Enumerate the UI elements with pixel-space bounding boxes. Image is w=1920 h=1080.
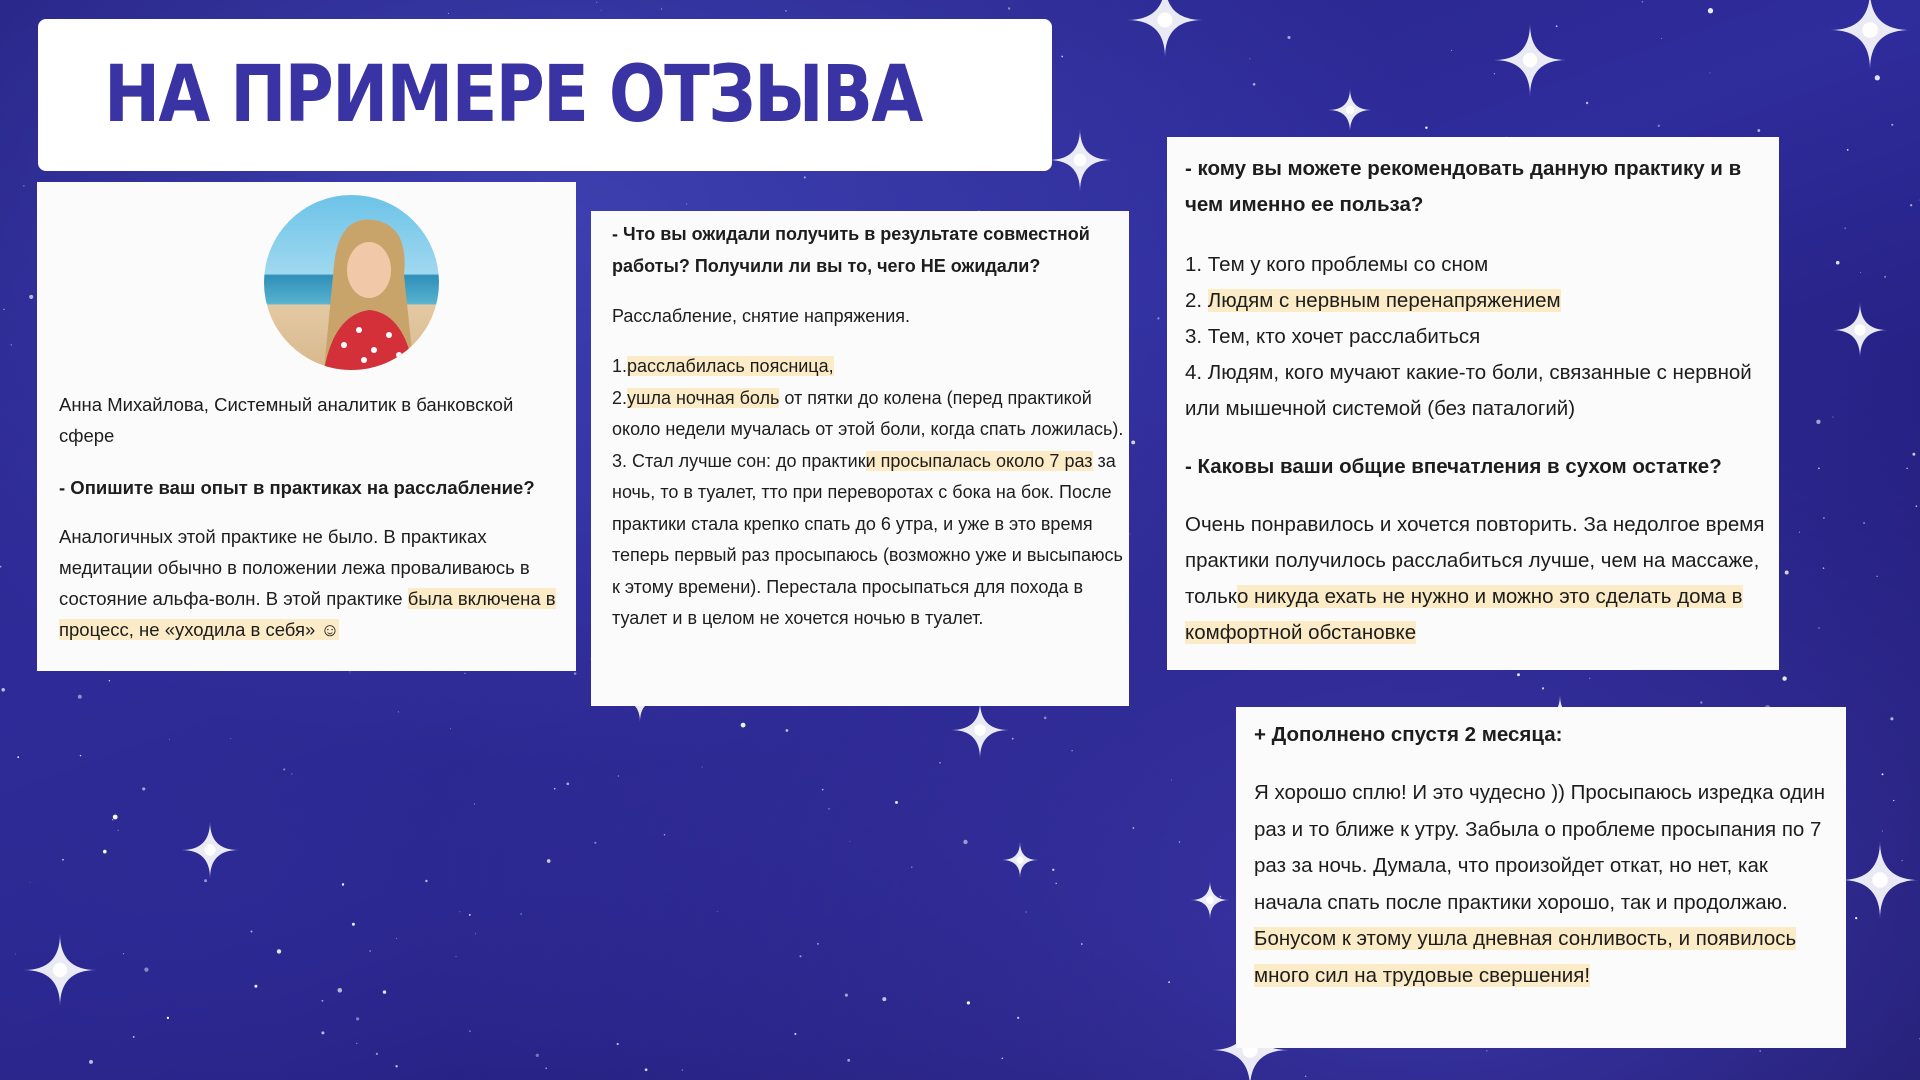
star xyxy=(80,755,81,756)
answer-text xyxy=(59,521,569,645)
question-heading: - Опишите ваш опыт в практиках на расслабление? xyxy=(59,477,535,498)
star xyxy=(3,309,4,310)
star xyxy=(1179,841,1180,842)
star xyxy=(963,840,967,844)
star xyxy=(230,738,231,739)
star xyxy=(1131,440,1135,444)
star xyxy=(1220,896,1222,898)
star xyxy=(822,789,824,791)
star xyxy=(1589,678,1590,679)
star xyxy=(601,10,602,11)
star xyxy=(321,1031,324,1034)
star-flare xyxy=(1328,88,1371,131)
title-banner xyxy=(38,19,1052,171)
star xyxy=(144,968,148,972)
star xyxy=(474,804,475,805)
answer-highlight: ушла ночная боль xyxy=(627,387,780,408)
star xyxy=(1133,827,1135,829)
star xyxy=(1710,73,1711,74)
star xyxy=(1661,38,1662,39)
list-item: 3. Тем, кто хочет расслабиться xyxy=(1185,325,1481,348)
answer-list xyxy=(612,351,1127,635)
star xyxy=(1916,505,1918,507)
list-item: 2. Людям с нервным перенапряжением xyxy=(1185,289,1561,312)
star xyxy=(62,859,64,861)
star xyxy=(1081,943,1083,945)
star xyxy=(425,880,427,882)
star xyxy=(882,997,886,1001)
star xyxy=(277,949,281,953)
star xyxy=(395,1065,397,1067)
star xyxy=(342,883,344,885)
star xyxy=(475,933,476,934)
star xyxy=(251,931,253,933)
star xyxy=(23,185,24,186)
star xyxy=(1890,717,1893,720)
list-item: 4. Людям, кого мучают какие-то боли, связанные с нервной или мышечной системой (без паталогий) xyxy=(1185,361,1752,420)
answer-highlight: и просыпалась около 7 раз xyxy=(865,450,1093,471)
star xyxy=(536,1054,539,1057)
page-title: НА ПРИМЕРЕ ОТЗЫВА xyxy=(104,50,922,140)
star xyxy=(459,911,460,912)
reviewer-name: Анна Михайлова, Системный аналитик в банковской сфере xyxy=(59,394,514,446)
star xyxy=(1168,981,1170,983)
star xyxy=(828,808,829,809)
answer-plain: Аналогичных этой практике не было. В практиках медитации обычно в положении лежа проваливаюсь в состояние альфа-волн. В этой практике xyxy=(59,526,530,609)
star xyxy=(369,950,370,951)
star xyxy=(1425,127,1427,129)
star xyxy=(338,988,343,993)
star xyxy=(1700,701,1702,703)
star xyxy=(1052,869,1054,871)
star xyxy=(1017,1017,1019,1019)
star xyxy=(169,739,170,740)
star xyxy=(1882,830,1883,831)
star-flare xyxy=(1048,128,1111,191)
star xyxy=(1542,687,1544,689)
star xyxy=(1818,627,1819,628)
star xyxy=(1836,261,1840,265)
star xyxy=(321,1000,323,1002)
star xyxy=(594,842,596,844)
star xyxy=(554,788,556,790)
star xyxy=(845,994,848,997)
star xyxy=(785,10,787,12)
star xyxy=(1782,676,1786,680)
star xyxy=(786,729,789,732)
star xyxy=(645,1068,648,1071)
star xyxy=(1008,7,1010,9)
star xyxy=(520,913,522,915)
star xyxy=(1055,883,1057,885)
star xyxy=(291,773,292,774)
star xyxy=(1893,800,1894,801)
star xyxy=(566,782,569,785)
star xyxy=(574,672,577,675)
star xyxy=(664,834,665,835)
star xyxy=(30,882,31,883)
star xyxy=(618,775,619,776)
star-flare xyxy=(24,934,96,1006)
star xyxy=(545,1068,546,1069)
star xyxy=(469,1030,470,1031)
star xyxy=(1451,50,1452,51)
star xyxy=(1863,522,1865,524)
star xyxy=(804,176,806,178)
star-flare xyxy=(1494,24,1566,96)
star xyxy=(15,954,16,955)
answer-highlight: Людям с нервным перенапряжением xyxy=(1207,289,1561,312)
star xyxy=(118,830,119,831)
star xyxy=(1910,204,1912,206)
star xyxy=(817,943,819,945)
star xyxy=(352,923,355,926)
answer-text: Я хорошо сплю! И это чудесно )) Просыпаюсь изредка один раз и то ближе к утру. Забыла о проблеме просыпания по 7 раз за ночь. Думала, что произойдет откат, но нет, как начала спать после практики хорошо, так и продолжаю. Бонусом к этому ушла дневная сонливость, и появилось много сил на трудовые свершения! xyxy=(1254,781,1826,987)
star xyxy=(596,2,597,3)
answer-highlight: Бонусом к этому ушла дневная сонливость, и появилось много сил на трудовые свершения! xyxy=(1254,927,1797,987)
star xyxy=(547,859,551,863)
star xyxy=(356,1043,357,1044)
star xyxy=(1823,567,1825,569)
star xyxy=(356,1017,359,1020)
star xyxy=(123,953,124,954)
star xyxy=(661,9,662,10)
star xyxy=(1642,1,1644,3)
star xyxy=(1855,917,1857,919)
star xyxy=(1517,673,1520,676)
star xyxy=(450,728,451,729)
star xyxy=(1912,453,1915,456)
star xyxy=(398,711,399,712)
star xyxy=(849,841,850,842)
star xyxy=(911,867,912,868)
star xyxy=(741,723,746,728)
star xyxy=(103,850,107,854)
star xyxy=(448,13,449,14)
star xyxy=(1486,1050,1487,1051)
star xyxy=(1799,532,1800,533)
star xyxy=(895,801,898,804)
star xyxy=(1012,738,1014,740)
star-flare xyxy=(1841,841,1919,919)
star xyxy=(1157,317,1159,319)
star xyxy=(1877,576,1878,577)
star xyxy=(1253,83,1256,86)
star xyxy=(113,815,118,820)
star xyxy=(1847,149,1849,151)
list-item: 1.расслабилась поясница, xyxy=(612,356,834,376)
star xyxy=(469,914,471,916)
star xyxy=(383,990,386,993)
star xyxy=(142,787,145,790)
star xyxy=(1061,56,1063,58)
star xyxy=(1002,1058,1003,1059)
star xyxy=(29,295,33,299)
star xyxy=(1818,468,1820,470)
star xyxy=(112,819,113,820)
star xyxy=(1785,571,1789,575)
star xyxy=(1658,125,1660,127)
star xyxy=(967,1001,970,1004)
star-flare xyxy=(1191,881,1230,920)
star xyxy=(1757,129,1760,132)
star-flare xyxy=(1002,842,1038,878)
star xyxy=(109,680,110,681)
star xyxy=(167,1017,169,1019)
star xyxy=(133,1036,135,1038)
answer-highlight: о никуда ехать не нужно и можно это сделать дома в комфортной обстановке xyxy=(1185,585,1743,644)
star xyxy=(1833,417,1834,418)
star xyxy=(1071,750,1072,751)
star xyxy=(456,956,457,957)
star xyxy=(1902,860,1903,861)
star xyxy=(939,762,941,764)
star-flare xyxy=(1830,0,1909,70)
star xyxy=(702,767,703,768)
list-item: 3. Стал лучше сон: до практики просыпалась около 7 раз за ночь, то в туалет, тто при переворотах с бока на бок. После практики стала крепко спать до 6 утра, и уже в это время теперь первый раз просыпаюсь (возможно уже и высыпаюсь к этому времени). Перестала просыпаться для похода в туалет и в целом не хочется ночью в туалет. xyxy=(612,450,1123,628)
star xyxy=(1026,911,1027,912)
star xyxy=(1171,780,1172,781)
star-flare xyxy=(951,701,1009,759)
star xyxy=(1906,468,1907,469)
star xyxy=(11,344,12,345)
star xyxy=(1044,717,1047,720)
answer-highlight: расслабилась поясница, xyxy=(627,356,834,376)
star xyxy=(464,673,465,674)
star xyxy=(1884,276,1886,278)
star xyxy=(1891,124,1893,126)
star xyxy=(1816,420,1820,424)
star xyxy=(1875,75,1880,80)
review-card-followup xyxy=(1236,707,1846,1048)
star xyxy=(1882,773,1884,775)
star xyxy=(717,911,718,912)
review-card-expectations xyxy=(591,211,1129,706)
star xyxy=(617,1043,619,1045)
review-card-profile xyxy=(37,182,576,671)
answer-list xyxy=(1185,247,1770,427)
question-heading: - кому вы можете рекомендовать данную практику и в чем именно ее польза? xyxy=(1185,157,1742,216)
followup-heading: + Дополнено спустя 2 месяца: xyxy=(1254,723,1563,746)
star xyxy=(17,756,19,758)
star xyxy=(1249,58,1250,59)
star-flare xyxy=(1127,0,1202,58)
star xyxy=(1129,534,1130,535)
star xyxy=(1586,102,1588,104)
star xyxy=(847,1059,850,1062)
star-flare xyxy=(181,821,238,878)
answer-text: Расслабление, снятие напряжения. xyxy=(612,306,911,326)
star xyxy=(799,955,801,957)
list-item: 2.ушла ночная боль от пятки до колена (перед практикой около недели мучалась от этой боли, когда спать ложилась). xyxy=(612,387,1124,439)
star xyxy=(1494,73,1495,74)
question-heading: - Каковы ваши общие впечатления в сухом остатке? xyxy=(1185,455,1722,478)
answer-text: Очень понравилось и хочется повторить. За недолгое время практики получилось расслабиться лучше, чем на массаже, только никуда ехать не нужно и можно это сделать дома в комфортной обстановке xyxy=(1185,513,1765,644)
star xyxy=(1860,272,1861,273)
star xyxy=(254,985,257,988)
star xyxy=(1844,227,1846,229)
avatar xyxy=(264,195,439,370)
star xyxy=(376,1053,378,1055)
star xyxy=(1305,1076,1306,1077)
star xyxy=(1287,36,1290,39)
star xyxy=(0,566,2,568)
star xyxy=(1,688,5,692)
star xyxy=(1708,8,1713,13)
review-card-recommendations xyxy=(1167,137,1779,670)
star xyxy=(204,879,207,882)
star-flare xyxy=(1832,302,1888,358)
question-heading: - Что вы ожидали получить в результате совместной работы? Получили ли вы то, чего НЕ ожидали? xyxy=(612,224,1090,276)
list-item: 1. Тем у кого проблемы со сном xyxy=(1185,253,1489,276)
star xyxy=(283,768,285,770)
answer-highlight: была включена в процесс, не «уходила в себя» ☺ xyxy=(59,588,556,640)
star xyxy=(396,938,397,939)
star xyxy=(682,1069,683,1070)
star xyxy=(686,203,687,204)
star xyxy=(794,1033,796,1035)
star xyxy=(1759,1050,1761,1052)
star xyxy=(78,695,82,699)
star xyxy=(1823,517,1825,519)
star xyxy=(1556,25,1558,27)
star xyxy=(89,1060,93,1064)
